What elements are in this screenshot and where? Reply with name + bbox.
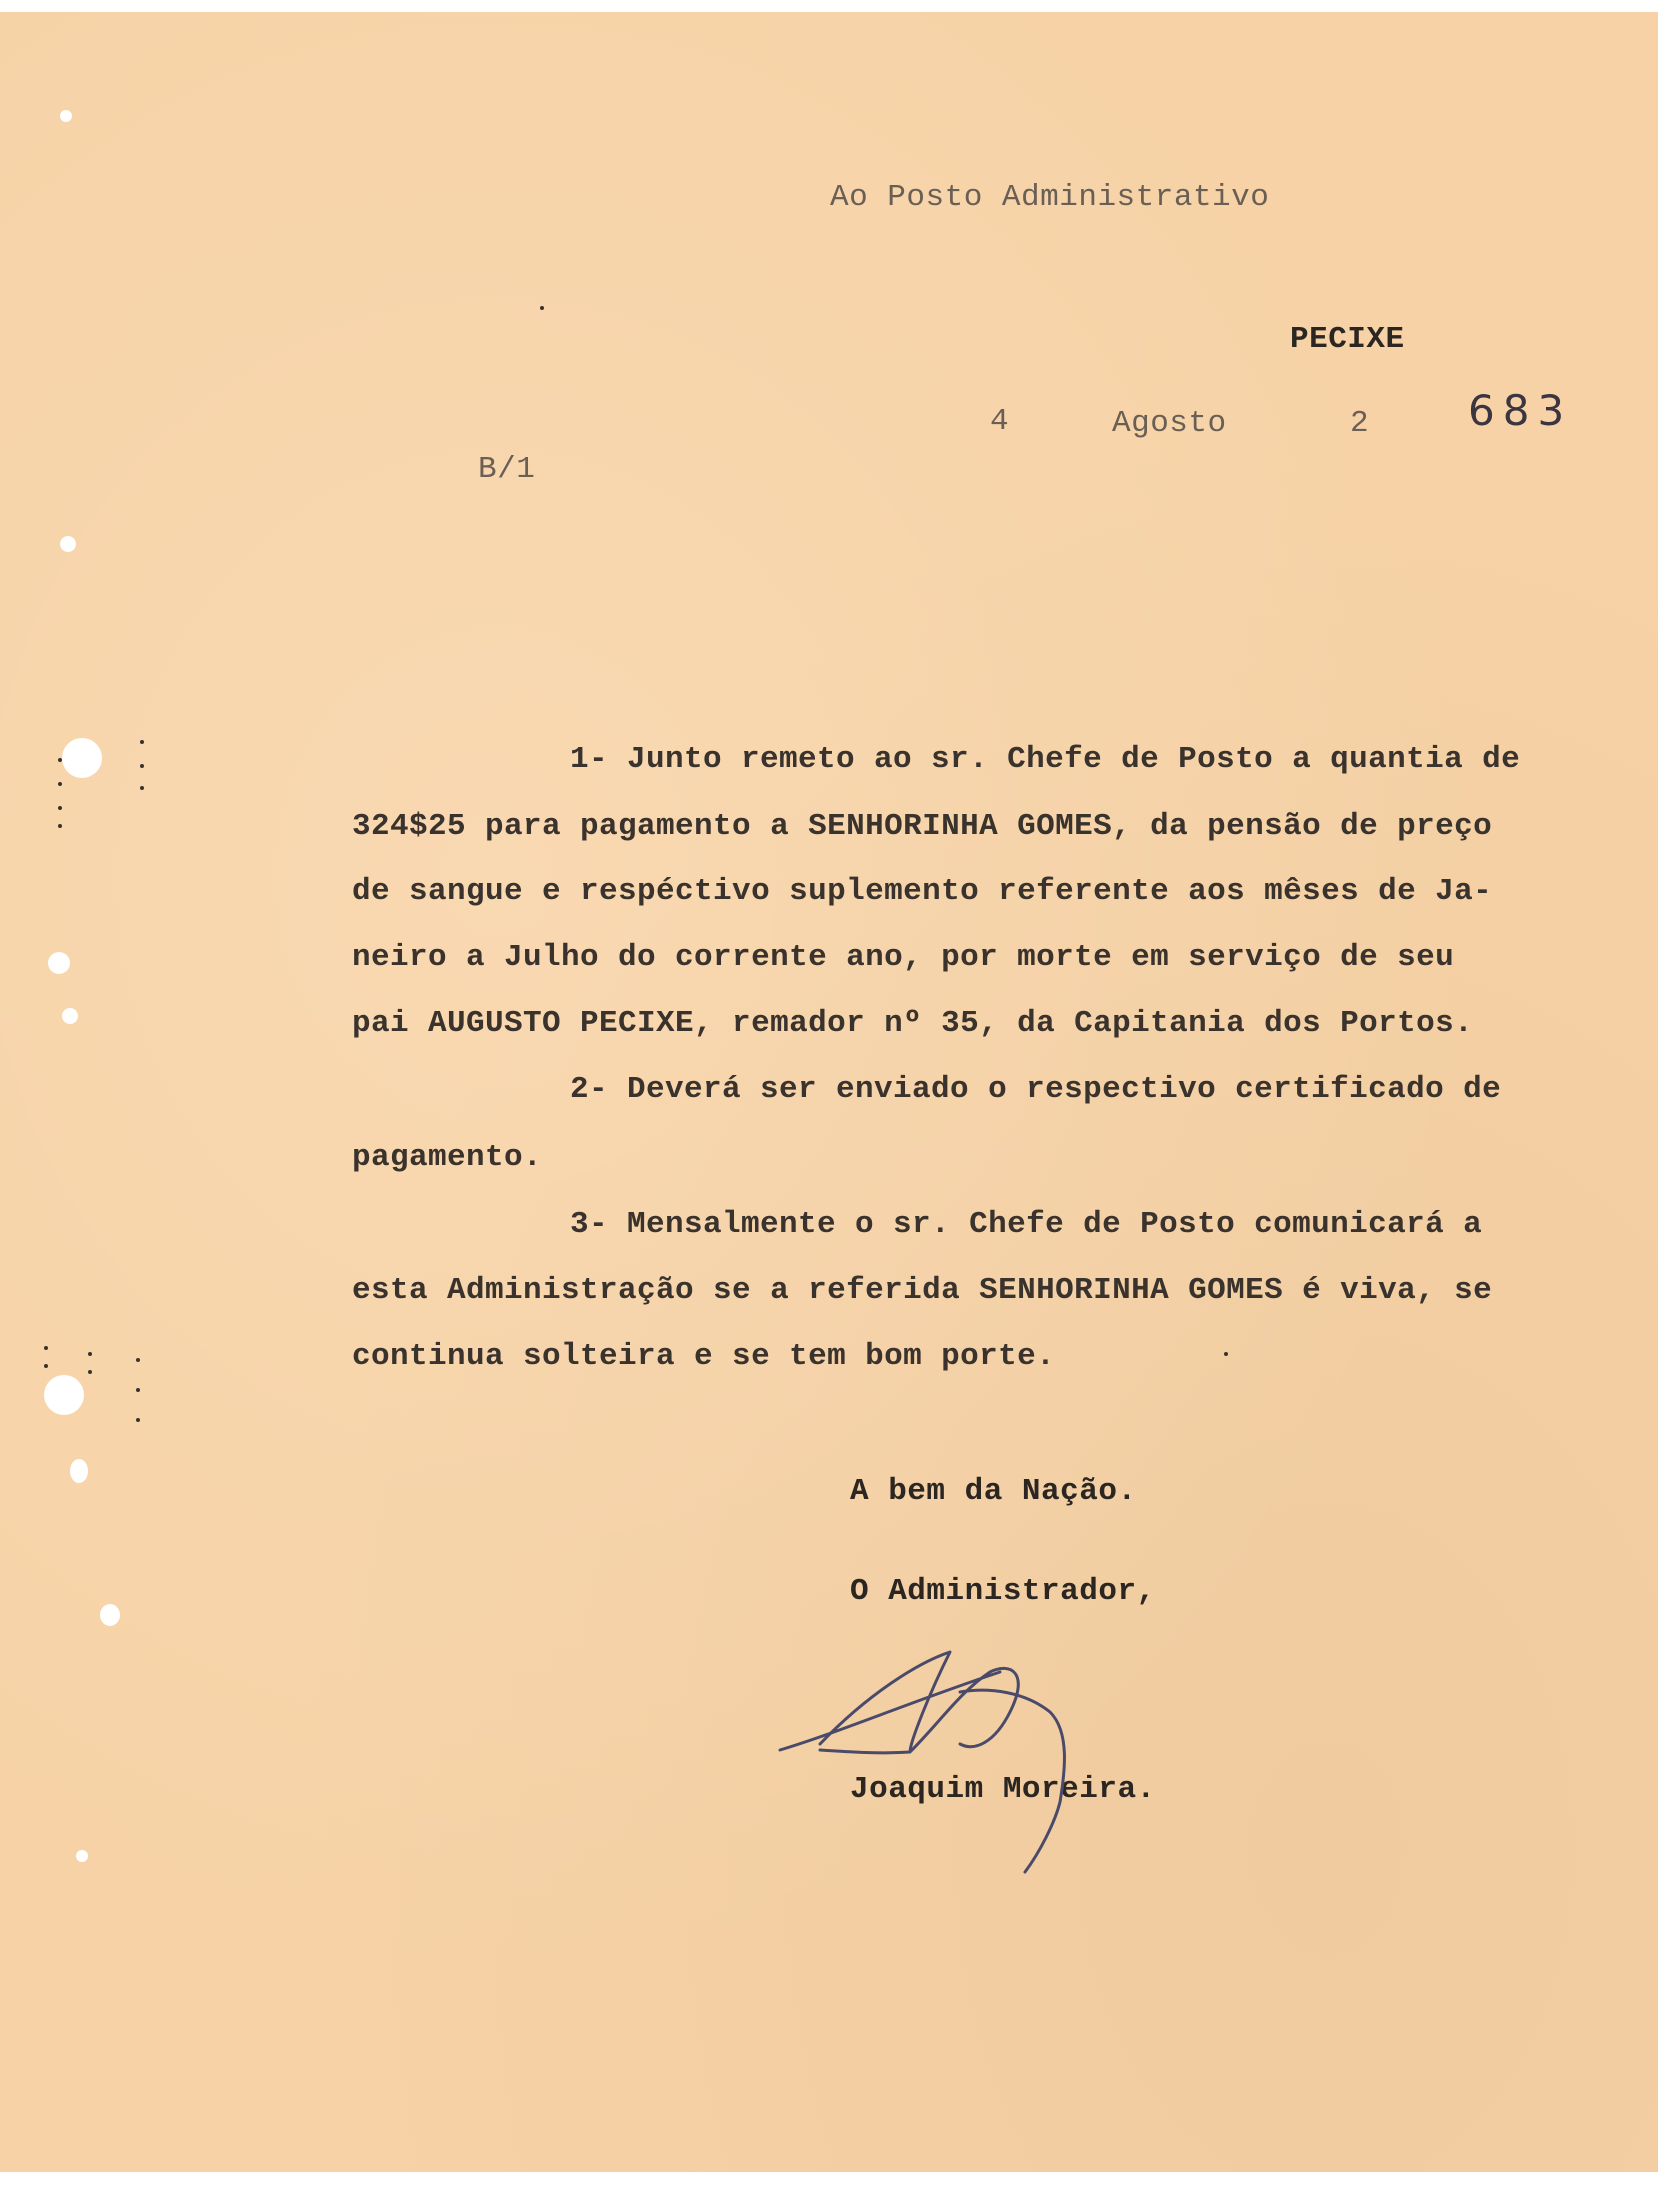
ink-speck [58, 758, 62, 762]
date-year: 2 [1350, 406, 1370, 441]
signature-scribble [760, 1632, 1180, 1892]
paper-tear [62, 1008, 78, 1024]
paragraph-line: 3- Mensalmente o sr. Chefe de Posto comunicará a [570, 1207, 1483, 1242]
ink-speck [88, 1370, 92, 1374]
paper-tear [100, 1604, 120, 1626]
ink-speck [140, 740, 144, 744]
ink-speck [136, 1388, 140, 1392]
document-page [0, 12, 1658, 2172]
ink-speck [58, 806, 62, 810]
paper-tear [76, 1850, 88, 1862]
reference-code: B/1 [478, 452, 536, 487]
ink-speck [140, 786, 144, 790]
paragraph-line: pagamento. [352, 1140, 543, 1175]
paper-tear [70, 1459, 88, 1483]
punch-hole-top [62, 738, 102, 778]
paragraph-line: esta Administração se a referida SENHORINHA GOMES é viva, se [352, 1273, 1493, 1308]
paper-tear [60, 536, 76, 552]
paragraph-line: continua solteira e se tem bom porte. [352, 1339, 1056, 1374]
punch-hole-bottom [44, 1375, 84, 1415]
ink-speck [1224, 1352, 1228, 1356]
signer-title: O Administrador, [850, 1574, 1156, 1609]
ink-speck [58, 782, 62, 786]
signer-name: Joaquim Moreira. [850, 1772, 1156, 1807]
ink-speck [136, 1358, 140, 1362]
paragraph-line: 1- Junto remeto ao sr. Chefe de Posto a quantia de [570, 742, 1521, 777]
ink-speck [44, 1346, 48, 1350]
paragraph-line: pai AUGUSTO PECIXE, remador nº 35, da Capitania dos Portos. [352, 1006, 1474, 1041]
handwritten-number: 683 [1468, 386, 1573, 435]
place-name: PECIXE [1290, 322, 1405, 357]
ink-speck [540, 306, 544, 310]
paragraph-line: de sangue e respéctivo suplemento referente aos mêses de Ja- [352, 874, 1493, 909]
recipient-line: Ao Posto Administrativo [830, 180, 1270, 215]
ink-speck [140, 764, 144, 768]
paragraph-line: 2- Deverá ser enviado o respectivo certificado de [570, 1072, 1502, 1107]
closing-salutation: A bem da Nação. [850, 1474, 1137, 1509]
paper-tear [60, 110, 72, 122]
ink-speck [44, 1364, 48, 1368]
paper-tear [48, 952, 70, 974]
ink-speck [58, 824, 62, 828]
date-day: 4 [990, 404, 1010, 439]
date-month: Agosto [1112, 406, 1227, 441]
paragraph-line: 324$25 para pagamento a SENHORINHA GOMES, da pensão de preço [352, 809, 1493, 844]
ink-speck [136, 1418, 140, 1422]
paragraph-line: neiro a Julho do corrente ano, por morte em serviço de seu [352, 940, 1455, 975]
ink-speck [88, 1352, 92, 1356]
